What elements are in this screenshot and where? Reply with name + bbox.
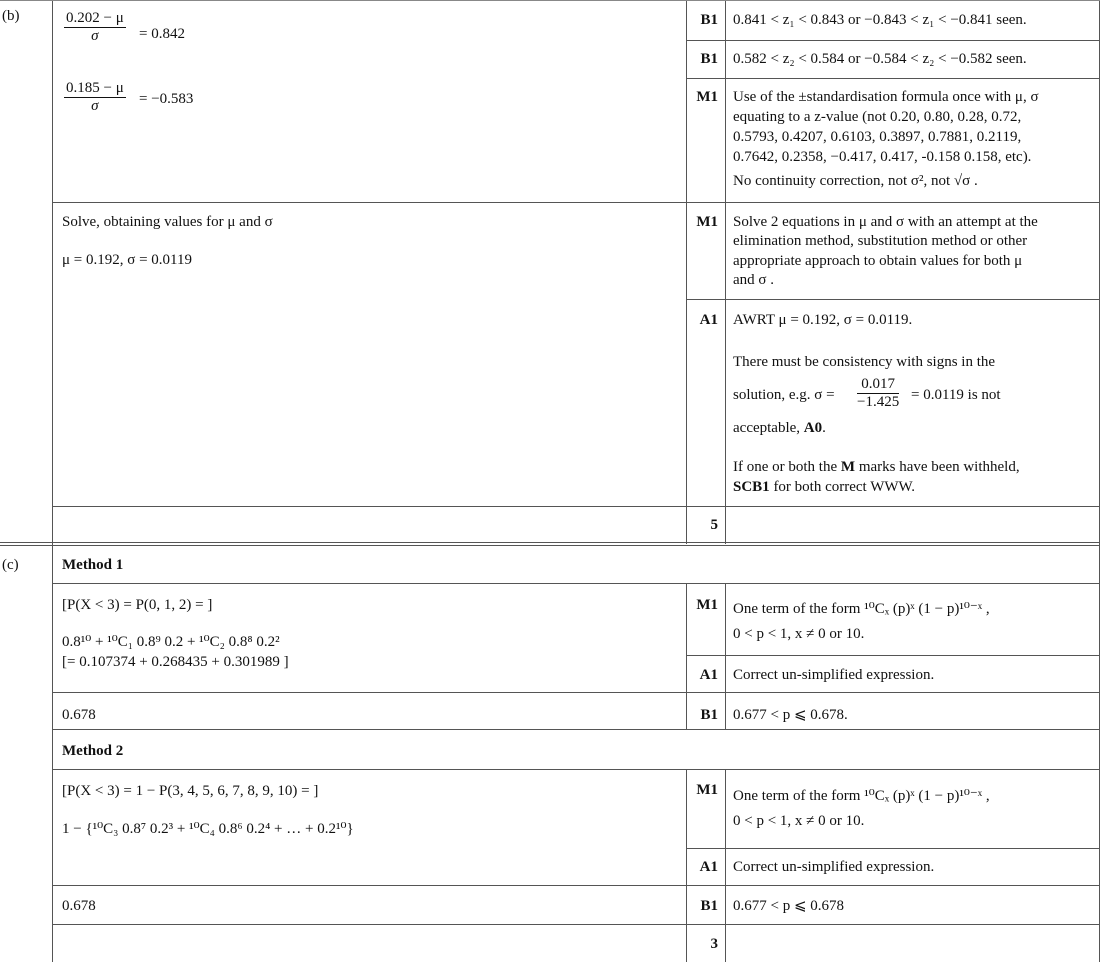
mark-m1-standardisation: M1 [696,89,718,105]
eq1-denominator: σ [91,28,99,44]
mark-b1-z2: B1 [700,51,718,67]
part-c-label: (c) [2,557,19,573]
part-b-label: (b) [2,8,20,24]
note-m1-method2-a: One term of the form ¹⁰Cₓ (p)ˣ (1 − p)¹⁰⁻ˣ , [733,788,990,804]
method-1-line3: [= 0.107374 + 0.268435 + 0.301989 ] [62,654,289,670]
method-1-line1: [P(X < 3) = P(0, 1, 2) = ] [62,597,213,613]
note-b1-method2: 0.677 < p ⩽ 0.678 [733,898,845,914]
method-2-title: Method 2 [62,743,124,759]
solve-text: Solve, obtaining values for μ and σ [62,214,273,230]
note-z1: 0.841 < z₁ < 0.843 or −0.843 < z₁ < −0.841 seen. [733,12,1027,28]
mark-b1-method2: B1 [700,898,718,914]
mark-b1-method1: B1 [700,707,718,723]
note-m1-method1-a: One term of the form ¹⁰Cₓ (p)ˣ (1 − p)¹⁰⁻ˣ , [733,601,990,617]
mark-m1-method1: M1 [696,597,718,613]
mark-m1-solve: M1 [696,214,718,230]
method-1-line2: 0.8¹⁰ + ¹⁰C₁ 0.8⁹ 0.2 + ¹⁰C₂ 0.8⁸ 0.2² [62,634,280,650]
method-1-answer: 0.678 [62,707,96,723]
method-2-line1: [P(X < 3) = 1 − P(3, 4, 5, 6, 7, 8, 9, 10) = ] [62,783,319,799]
eq2-rhs: = −0.583 [139,91,194,107]
solve-result: μ = 0.192, σ = 0.0119 [62,252,192,268]
eq1-rhs: = 0.842 [139,26,185,42]
mark-a1-method2: A1 [699,859,718,875]
total-b: 5 [710,517,718,533]
note-m1-method1-b: 0 < p < 1, x ≠ 0 or 10. [733,626,865,642]
mark-m1-method2: M1 [696,782,718,798]
mark-a1-method1: A1 [699,667,718,683]
method-1-title: Method 1 [62,557,124,573]
note-b1-method1: 0.677 < p ⩽ 0.678. [733,707,848,723]
note-z2: 0.582 < z₂ < 0.584 or −0.584 < z₂ < −0.582 seen. [733,51,1027,67]
note-a1-method2: Correct un-simplified expression. [733,859,935,875]
note-a1-method1: Correct un-simplified expression. [733,667,935,683]
eq1-numerator: 0.202 − μ [66,10,124,26]
mark-a1-awrt: A1 [699,312,718,328]
note-awrt: AWRT μ = 0.192, σ = 0.0119. [733,312,913,328]
note-m1-method2-b: 0 < p < 1, x ≠ 0 or 10. [733,813,865,829]
total-c: 3 [710,936,718,952]
eq2-denominator: σ [91,98,99,114]
method-2-answer: 0.678 [62,898,96,914]
eq2-numerator: 0.185 − μ [66,80,124,96]
method-2-line2: 1 − {¹⁰C₃ 0.8⁷ 0.2³ + ¹⁰C₄ 0.8⁶ 0.2⁴ + … + 0.2¹⁰} [62,821,354,837]
mark-b1-z1: B1 [700,12,718,28]
